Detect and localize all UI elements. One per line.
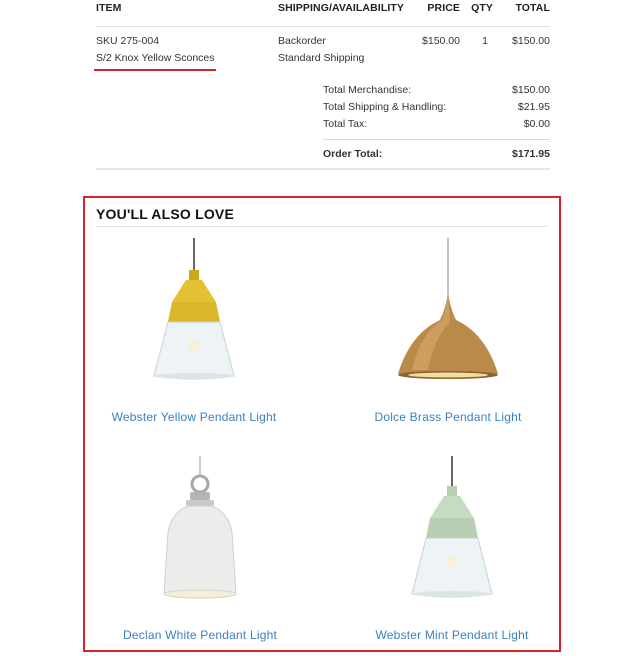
summary-tax [323,118,550,135]
summary-merchandise [323,84,550,101]
header-price: PRICE [427,2,460,14]
line-total: $150.00 [512,35,550,47]
shipping-value: $21.95 [517,101,550,113]
summary-order-total [323,148,550,165]
product-name-highlight [94,69,216,71]
recommendations-section [83,196,561,652]
product-card-webster-yellow[interactable] [89,238,299,438]
header-item: ITEM [96,2,122,14]
header-shipping: SHIPPING/AVAILABILITY [278,2,404,14]
dolce-brass-pendant-image[interactable] [388,238,508,388]
merchandise-value: $150.00 [512,84,550,96]
header-total: TOTAL [515,2,550,14]
product-name-declan-white[interactable]: Declan White Pendant Light [123,628,277,642]
declan-white-pendant-image[interactable] [140,456,260,606]
order-line-row [96,27,550,79]
merchandise-label: Total Merchandise: [323,84,412,96]
product-name-webster-mint[interactable]: Webster Mint Pendant Light [375,628,529,642]
line-availability: Backorder [278,35,326,47]
product-card-webster-mint[interactable] [347,456,557,656]
webster-mint-pendant-image[interactable] [392,456,512,606]
order-table-header [96,0,550,27]
product-name-webster-yellow[interactable]: Webster Yellow Pendant Light [111,410,277,424]
product-card-declan-white[interactable] [95,456,305,656]
recommendations-divider [96,226,548,227]
summary-shipping [323,101,550,118]
header-qty: QTY [471,2,493,14]
recommendations-title: YOU'LL ALSO LOVE [96,206,234,222]
tax-value: $0.00 [523,118,550,130]
product-name-dolce-brass[interactable]: Dolce Brass Pendant Light [374,410,522,424]
webster-yellow-pendant-image[interactable] [134,238,254,388]
line-price: $150.00 [422,35,460,47]
shipping-label: Total Shipping & Handling: [323,101,447,113]
line-product-name[interactable]: S/2 Knox Yellow Sconces [96,52,215,64]
product-card-dolce-brass[interactable] [343,238,553,438]
order-table [96,0,550,160]
summary-divider [323,139,550,140]
tax-label: Total Tax: [323,118,368,130]
order-total-label: Order Total: [323,148,383,160]
line-sku: SKU 275-004 [96,35,160,47]
order-total-value: $171.95 [512,148,550,160]
order-summary [323,84,550,165]
line-qty: 1 [482,35,488,47]
order-bottom-divider [96,168,550,170]
line-shipping-method: Standard Shipping [278,52,365,64]
